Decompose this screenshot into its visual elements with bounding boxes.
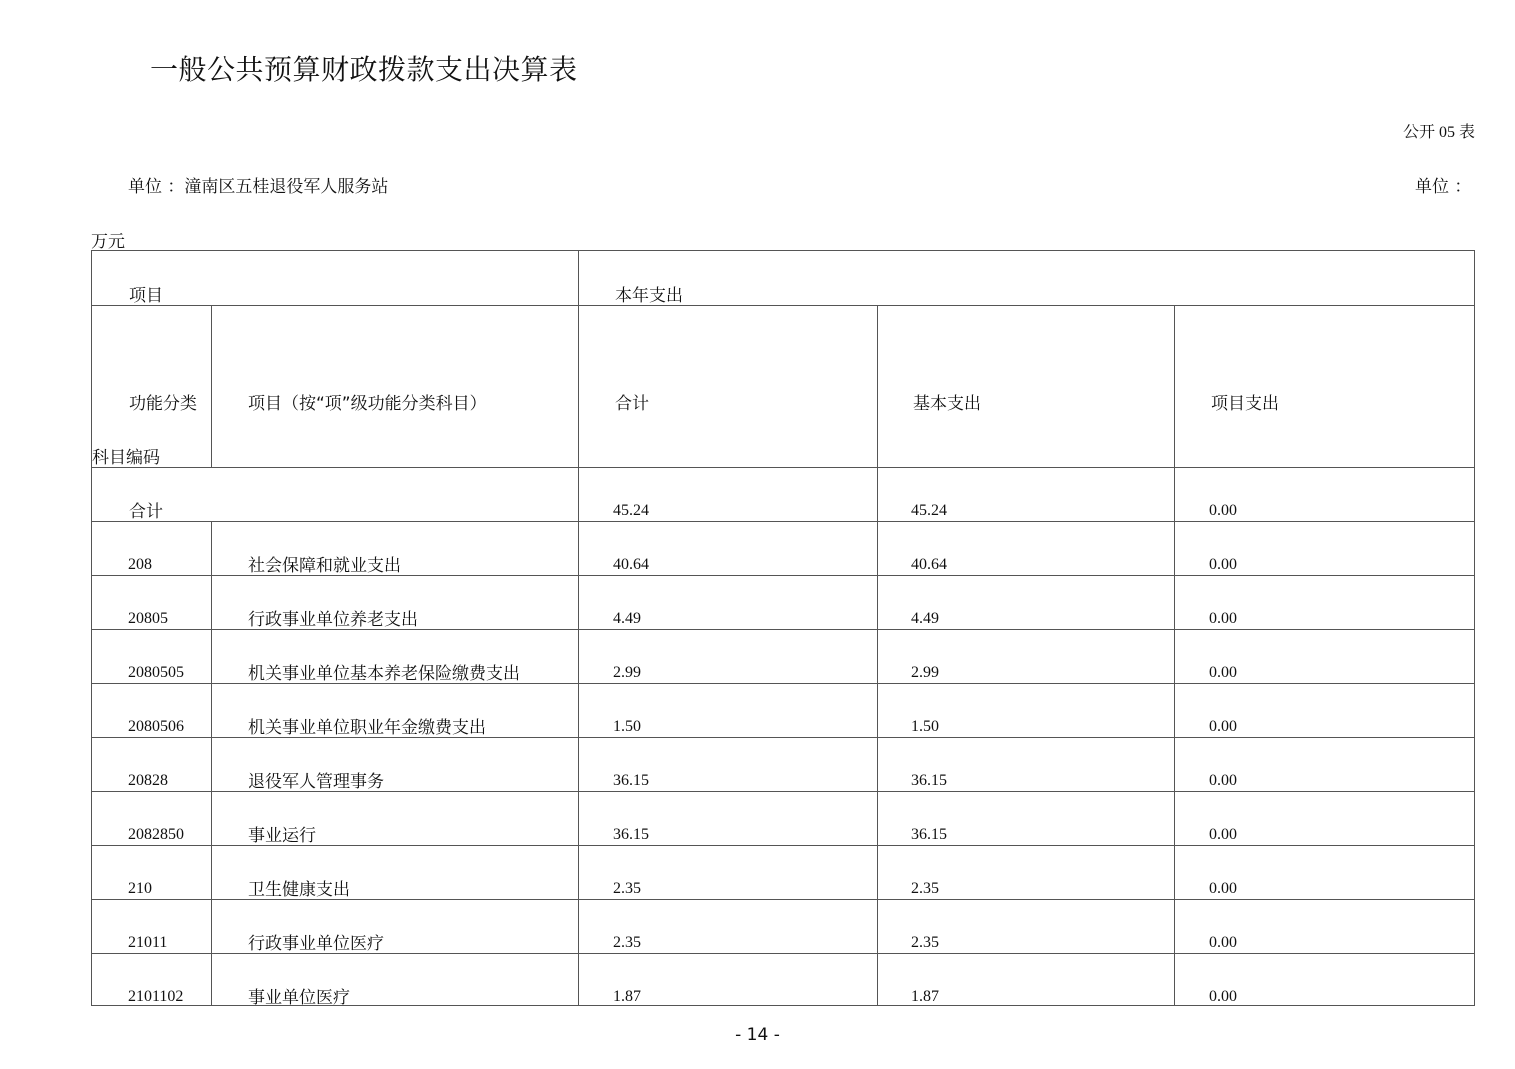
row-code: 20805 (128, 610, 168, 627)
header-total: 合计 (615, 394, 649, 414)
total-row-project: 0.00 (1209, 502, 1237, 519)
row-total: 2.35 (613, 934, 641, 951)
table-divider (211, 305, 212, 467)
row-code: 21011 (128, 934, 168, 951)
row-code: 2082850 (128, 826, 184, 843)
row-code: 208 (128, 556, 152, 573)
row-code: 20828 (128, 772, 168, 789)
row-basic: 36.15 (911, 772, 947, 789)
row-basic: 2.99 (911, 664, 939, 681)
row-name: 退役军人管理事务 (248, 772, 384, 792)
table-divider (92, 521, 1474, 522)
row-project: 0.00 (1209, 934, 1237, 951)
row-project: 0.00 (1209, 610, 1237, 627)
header-func-code-cont: 科目编码 (92, 448, 160, 468)
table-divider (92, 305, 1474, 306)
row-total: 36.15 (613, 826, 649, 843)
expenditure-table (91, 250, 1475, 1006)
total-row-total: 45.24 (613, 502, 649, 519)
total-row-label: 合计 (129, 502, 163, 522)
row-total: 2.99 (613, 664, 641, 681)
row-project: 0.00 (1209, 772, 1237, 789)
row-code: 2101102 (128, 988, 184, 1005)
header-item: 项目 (129, 286, 163, 306)
header-current-year: 本年支出 (615, 286, 683, 306)
row-name: 机关事业单位职业年金缴费支出 (248, 718, 486, 738)
row-basic: 1.50 (911, 718, 939, 735)
row-total: 36.15 (613, 772, 649, 789)
header-item-name: 项目（按“项”级功能分类科目） (248, 394, 487, 414)
row-total: 4.49 (613, 610, 641, 627)
row-total: 40.64 (613, 556, 649, 573)
unit-label: 单位 ：潼南区五桂退役军人服务站 (128, 177, 389, 197)
row-project: 0.00 (1209, 664, 1237, 681)
page-number: - 14 - (735, 1025, 780, 1045)
table-divider (92, 467, 1474, 468)
row-basic: 1.87 (911, 988, 939, 1005)
row-project: 0.00 (1209, 556, 1237, 573)
row-code: 210 (128, 880, 152, 897)
row-project: 0.00 (1209, 718, 1237, 735)
row-basic: 40.64 (911, 556, 947, 573)
row-name: 事业运行 (248, 826, 316, 846)
row-project: 0.00 (1209, 988, 1237, 1005)
row-project: 0.00 (1209, 826, 1237, 843)
row-total: 2.35 (613, 880, 641, 897)
currency-unit-value: 万元 (91, 232, 125, 252)
row-name: 行政事业单位养老支出 (248, 610, 418, 630)
table-divider (211, 521, 212, 1005)
page-title: 一般公共预算财政拨款支出决算表 (150, 53, 578, 86)
table-divider (578, 251, 579, 1005)
row-name: 行政事业单位医疗 (248, 934, 384, 954)
form-number: 公开 05 表 (1402, 124, 1475, 141)
row-project: 0.00 (1209, 880, 1237, 897)
header-project: 项目支出 (1211, 394, 1279, 414)
row-name: 事业单位医疗 (248, 988, 350, 1008)
currency-unit-label: 单位 ： (1415, 177, 1472, 197)
row-name: 社会保障和就业支出 (248, 556, 401, 576)
row-basic: 36.15 (911, 826, 947, 843)
row-name: 卫生健康支出 (248, 880, 350, 900)
row-basic: 2.35 (911, 880, 939, 897)
table-divider (1174, 305, 1175, 1005)
total-row-basic: 45.24 (911, 502, 947, 519)
row-basic: 4.49 (911, 610, 939, 627)
header-basic: 基本支出 (913, 394, 981, 414)
row-basic: 2.35 (911, 934, 939, 951)
row-code: 2080506 (128, 718, 184, 735)
row-total: 1.87 (613, 988, 641, 1005)
row-name: 机关事业单位基本养老保险缴费支出 (248, 664, 520, 684)
table-divider (877, 305, 878, 1005)
row-code: 2080505 (128, 664, 184, 681)
row-total: 1.50 (613, 718, 641, 735)
header-func-code: 功能分类 (129, 394, 197, 414)
